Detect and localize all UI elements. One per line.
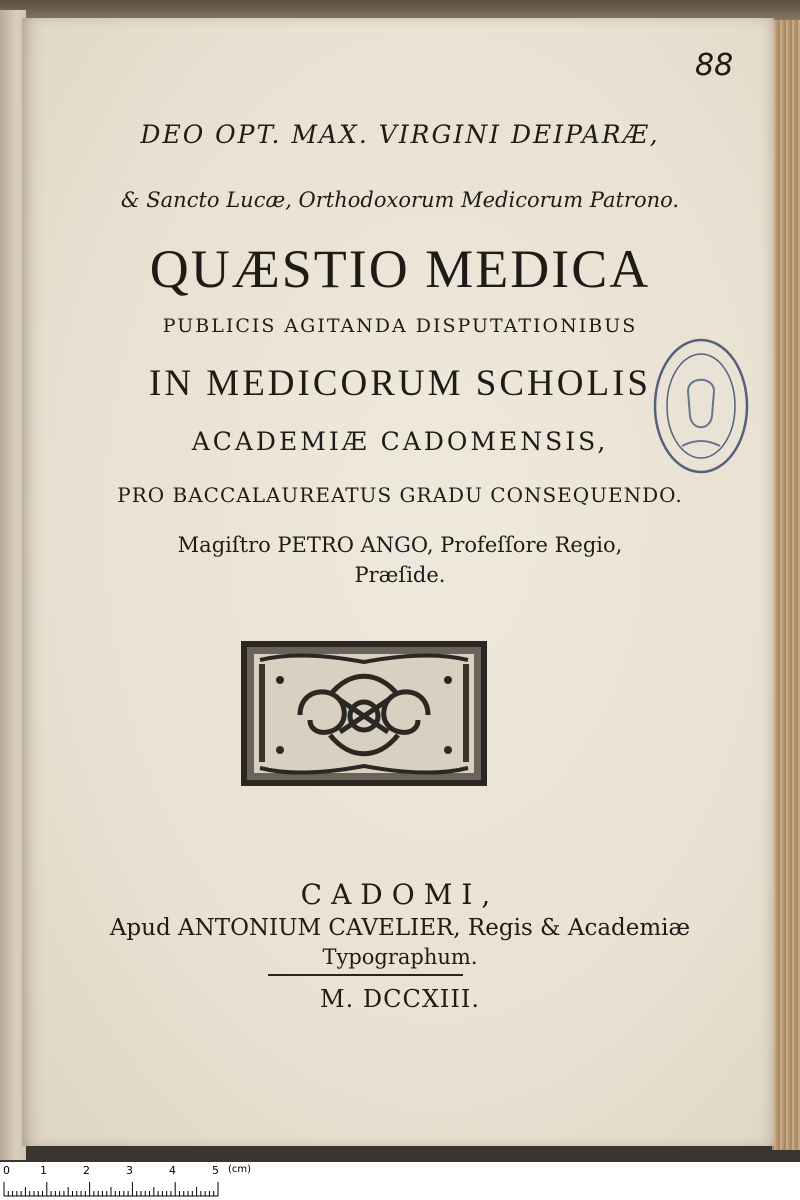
subtitle-publicis: PUBLICIS AGITANDA DISPUTATIONIBUS	[162, 315, 638, 337]
library-stamp	[652, 336, 750, 476]
subtitle-scholis: IN MEDICORUM SCHOLIS	[149, 363, 651, 404]
ruler-label-1: 1	[40, 1164, 47, 1177]
ruler-label-2: 2	[83, 1164, 90, 1177]
woodcut-ornament	[240, 640, 488, 787]
ruler-unit: (cm)	[228, 1164, 252, 1175]
main-title: QUÆSTIO MEDICA	[149, 239, 651, 299]
imprint-printer: Apud ANTONIUM CAVELIER, Regis & Academiæ	[109, 915, 691, 941]
ruler-label-0: 0	[3, 1164, 10, 1177]
ruler-label-4: 4	[169, 1164, 176, 1177]
ruler-label-5: 5	[212, 1164, 219, 1177]
folio-number: 88	[695, 48, 734, 83]
dedication-line: DEO OPT. MAX. VIRGINI DEIPARÆ,	[140, 120, 660, 149]
subtitle-academiae: ACADEMIÆ CADOMENSIS,	[191, 427, 609, 456]
ruler-ticks	[0, 1178, 230, 1198]
imprint-typographum: Typographum.	[322, 945, 478, 969]
patron-line: & Sancto Lucæ, Orthodoxorum Medicorum Patrono.	[120, 188, 680, 212]
scale-ruler	[0, 1162, 800, 1200]
magistro-line: Magiſtro PETRO ANGO, Profeſſore Regio,	[177, 533, 623, 557]
subtitle-gradu: PRO BACCALAUREATUS GRADU CONSEQUENDO.	[117, 483, 683, 507]
praeside-line: Præſide.	[354, 563, 446, 587]
imprint-city: CADOMI,	[300, 878, 500, 911]
imprint-rule	[268, 974, 463, 976]
imprint-date: M. DCCXIII.	[320, 985, 480, 1013]
ruler-label-3: 3	[126, 1164, 133, 1177]
